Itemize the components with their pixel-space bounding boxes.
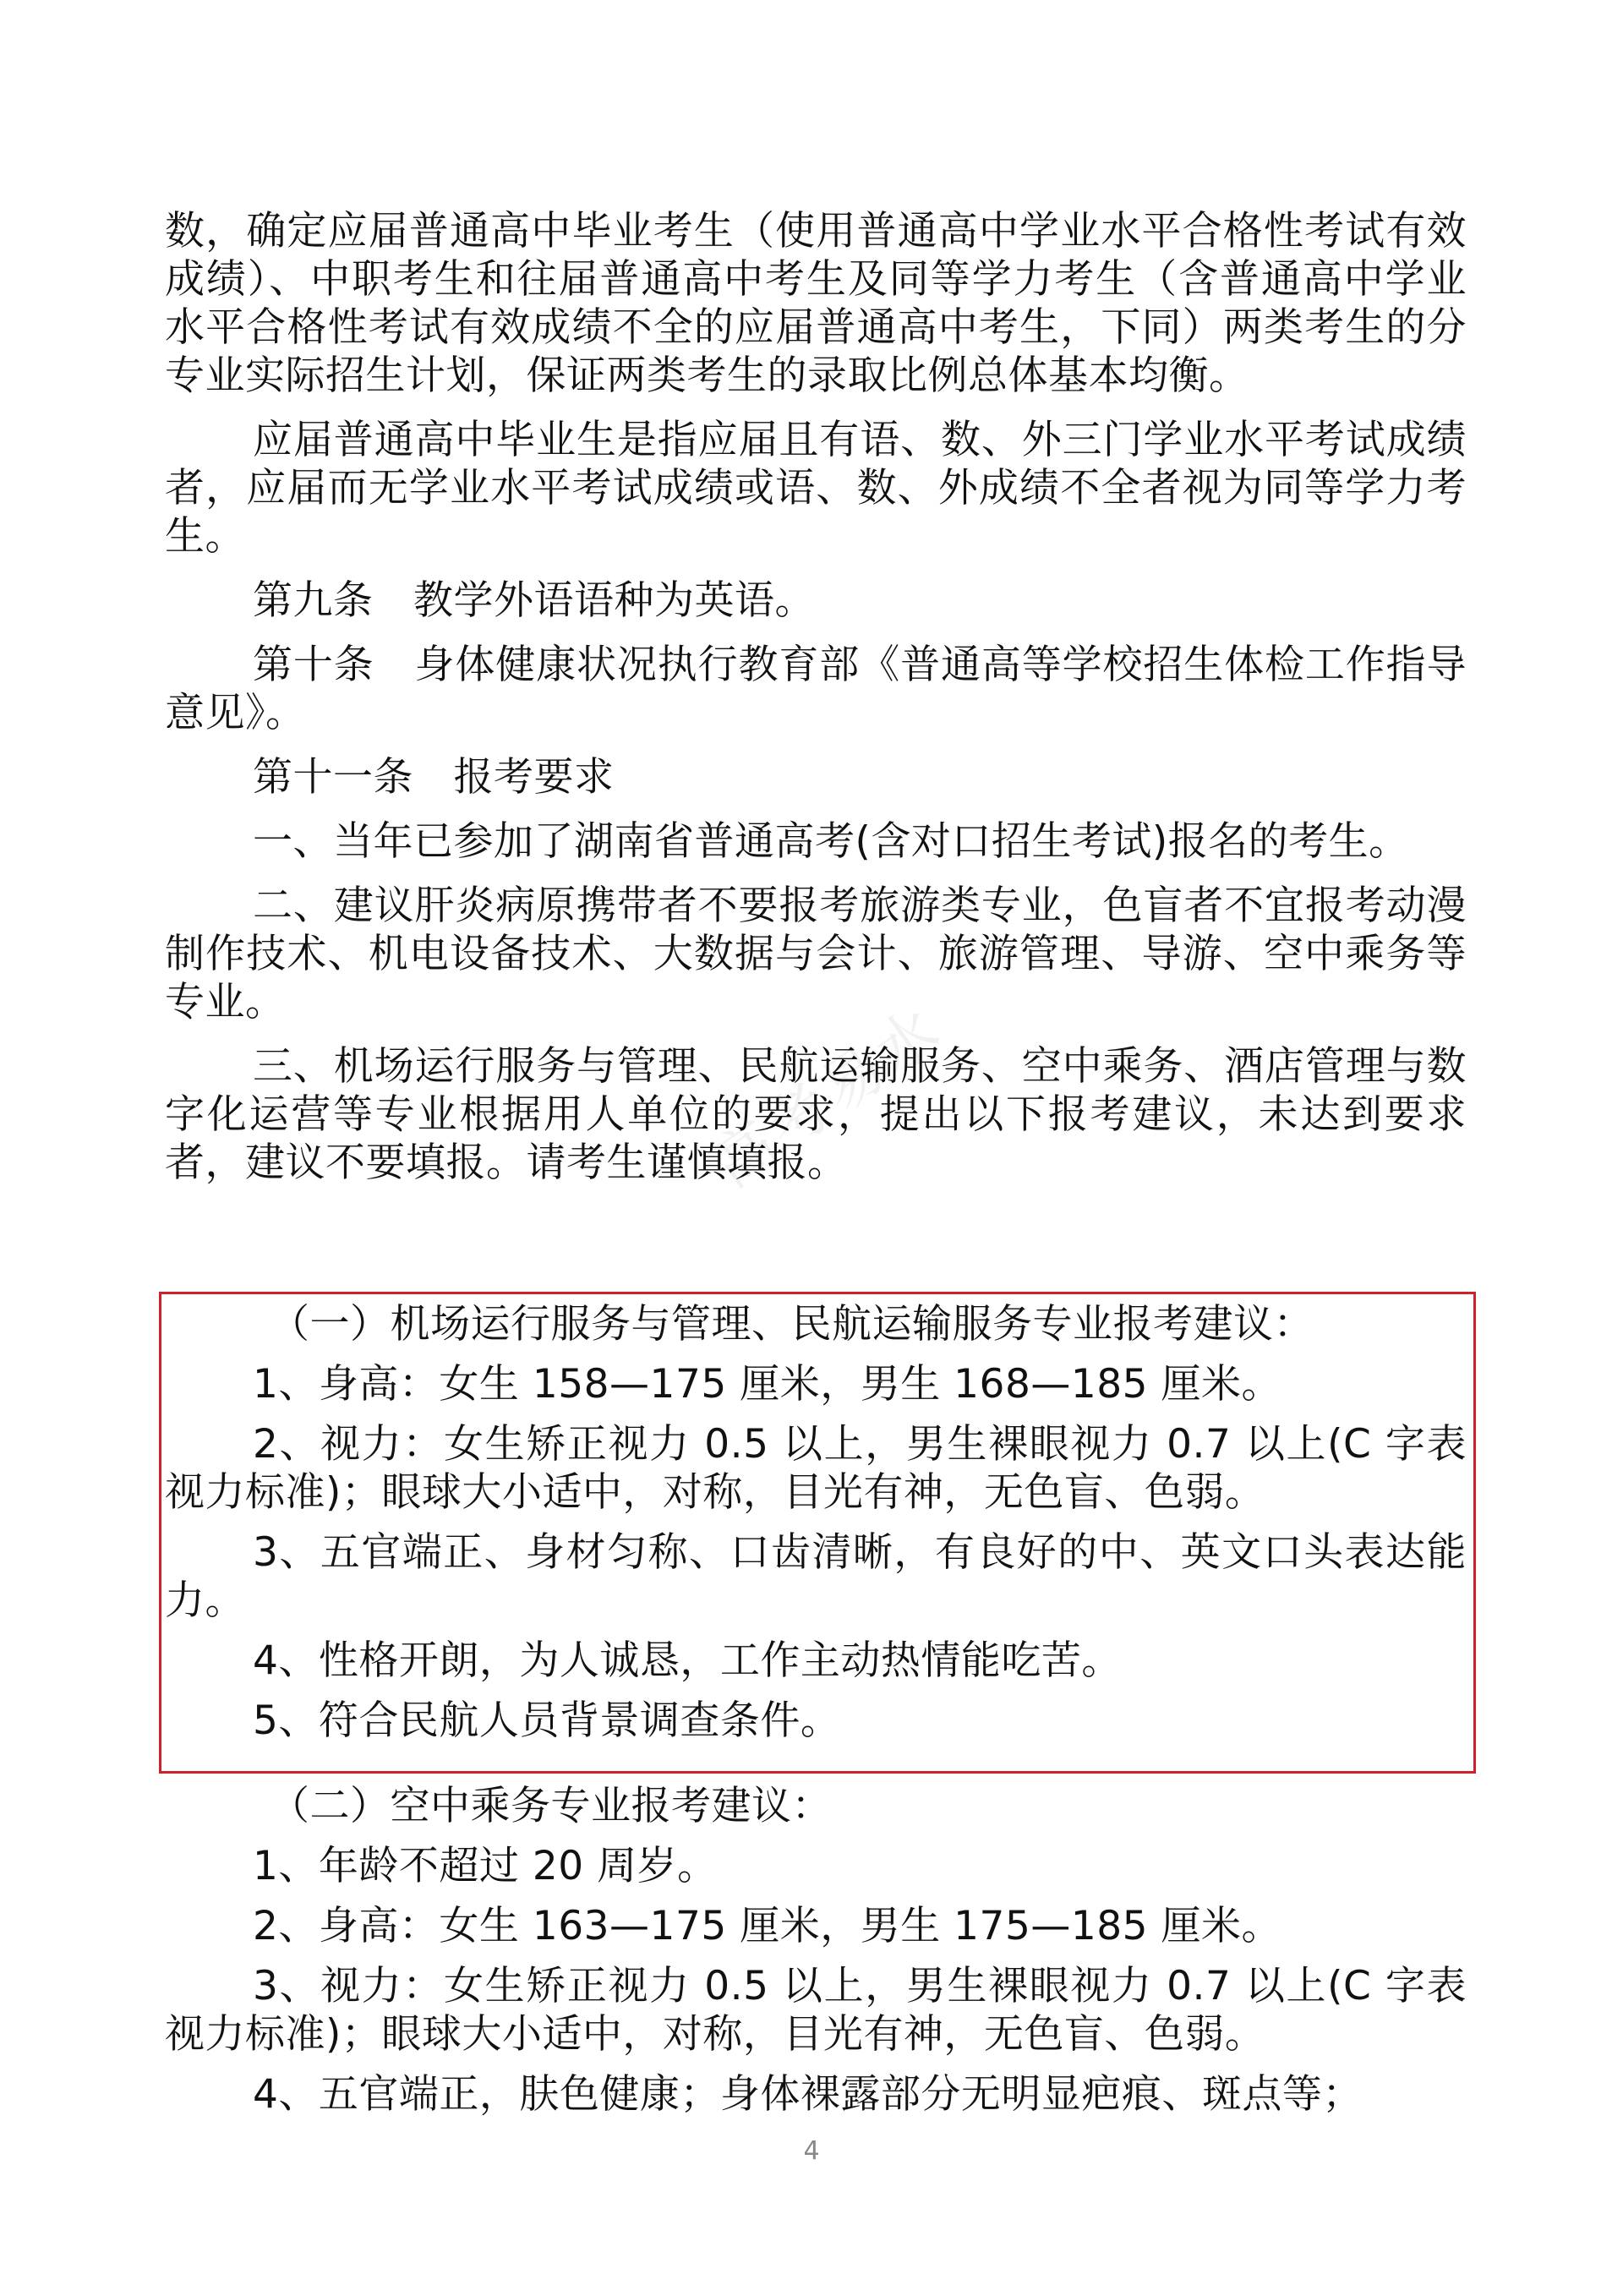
- page-number: 4: [803, 2136, 820, 2166]
- body-text-top: [165, 207, 1467, 1203]
- paragraph-requirement-3: 三、机场运行服务与管理、民航运输服务、空中乘务、酒店管理与数字化运营等专业根据用人单位的要求，提出以下报考建议，未达到要求者，建议不要填报。请考生谨慎填报。: [165, 1043, 1467, 1186]
- paragraph-requirement-1: 一、当年已参加了湖南省普通高考(含对口招生考试)报名的考生。: [253, 818, 1409, 865]
- paragraph-fa-appearance: 4、五官端正，肤色健康；身体裸露部分无明显疤痕、斑点等；: [253, 2071, 1363, 2118]
- paragraph-article-9: 第九条 教学外语语种为英语。: [253, 577, 815, 624]
- paragraph-fa-vision: 3、视力：女生矫正视力 0.5 以上，男生裸眼视力 0.7 以上(C 字表视力标准)；眼球大小适中，对称，目光有神，无色盲、色弱。: [165, 1963, 1467, 2058]
- boxed-item-height: 1、身高：女生 158—175 厘米，男生 168—185 厘米。: [253, 1361, 1281, 1408]
- paragraph-enrollment-plan: 数，确定应届普通高中毕业考生（使用普通高中学业水平合格性考试有效成绩）、中职考生和往届普通高中考生及同等学力考生（含普通高中学业水平合格性考试有效成绩不全的应届普通高中考生，下同）两类考生的分专业实际招生计划，保证两类考生的录取比例总体基本均衡。: [165, 208, 1467, 399]
- paragraph-graduate-definition: 应届普通高中毕业生是指应届且有语、数、外三门学业水平考试成绩者，应届而无学业水平考试成绩或语、数、外成绩不全者视为同等学力考生。: [165, 417, 1467, 560]
- boxed-item-background: 5、符合民航人员背景调查条件。: [253, 1697, 841, 1744]
- paragraph-fa-age: 1、年龄不超过 20 周岁。: [253, 1843, 718, 1889]
- paragraph-flight-attendant-heading: （二）空中乘务专业报考建议：: [270, 1783, 832, 1829]
- boxed-item-appearance: 3、五官端正、身材匀称、口齿清晰，有良好的中、英文口头表达能力。: [165, 1529, 1467, 1624]
- paragraph-article-11: 第十一条 报考要求: [253, 754, 615, 801]
- boxed-section: [165, 1300, 1467, 1745]
- body-text-bottom: [165, 1782, 1467, 2118]
- paragraph-article-10: 第十条 身体健康状况执行教育部《普通高等学校招生体检工作指导意见》。: [165, 642, 1467, 736]
- paragraph-requirement-2: 二、建议肝炎病原携带者不要报考旅游类专业，色盲者不宜报考动漫制作技术、机电设备技术、大数据与会计、旅游管理、导游、空中乘务等专业。: [165, 883, 1467, 1025]
- watermark: 高考易水: [699, 992, 957, 1201]
- boxed-item-personality: 4、性格开朗，为人诚恳，工作主动热情能吃苦。: [253, 1637, 1122, 1684]
- boxed-item-vision: 2、视力：女生矫正视力 0.5 以上，男生裸眼视力 0.7 以上(C 字表视力标准)；眼球大小适中，对称，目光有神，无色盲、色弱。: [165, 1421, 1467, 1516]
- boxed-heading: （一）机场运行服务与管理、民航运输服务专业报考建议：: [270, 1301, 1314, 1348]
- paragraph-fa-height: 2、身高：女生 163—175 厘米，男生 175—185 厘米。: [253, 1903, 1281, 1949]
